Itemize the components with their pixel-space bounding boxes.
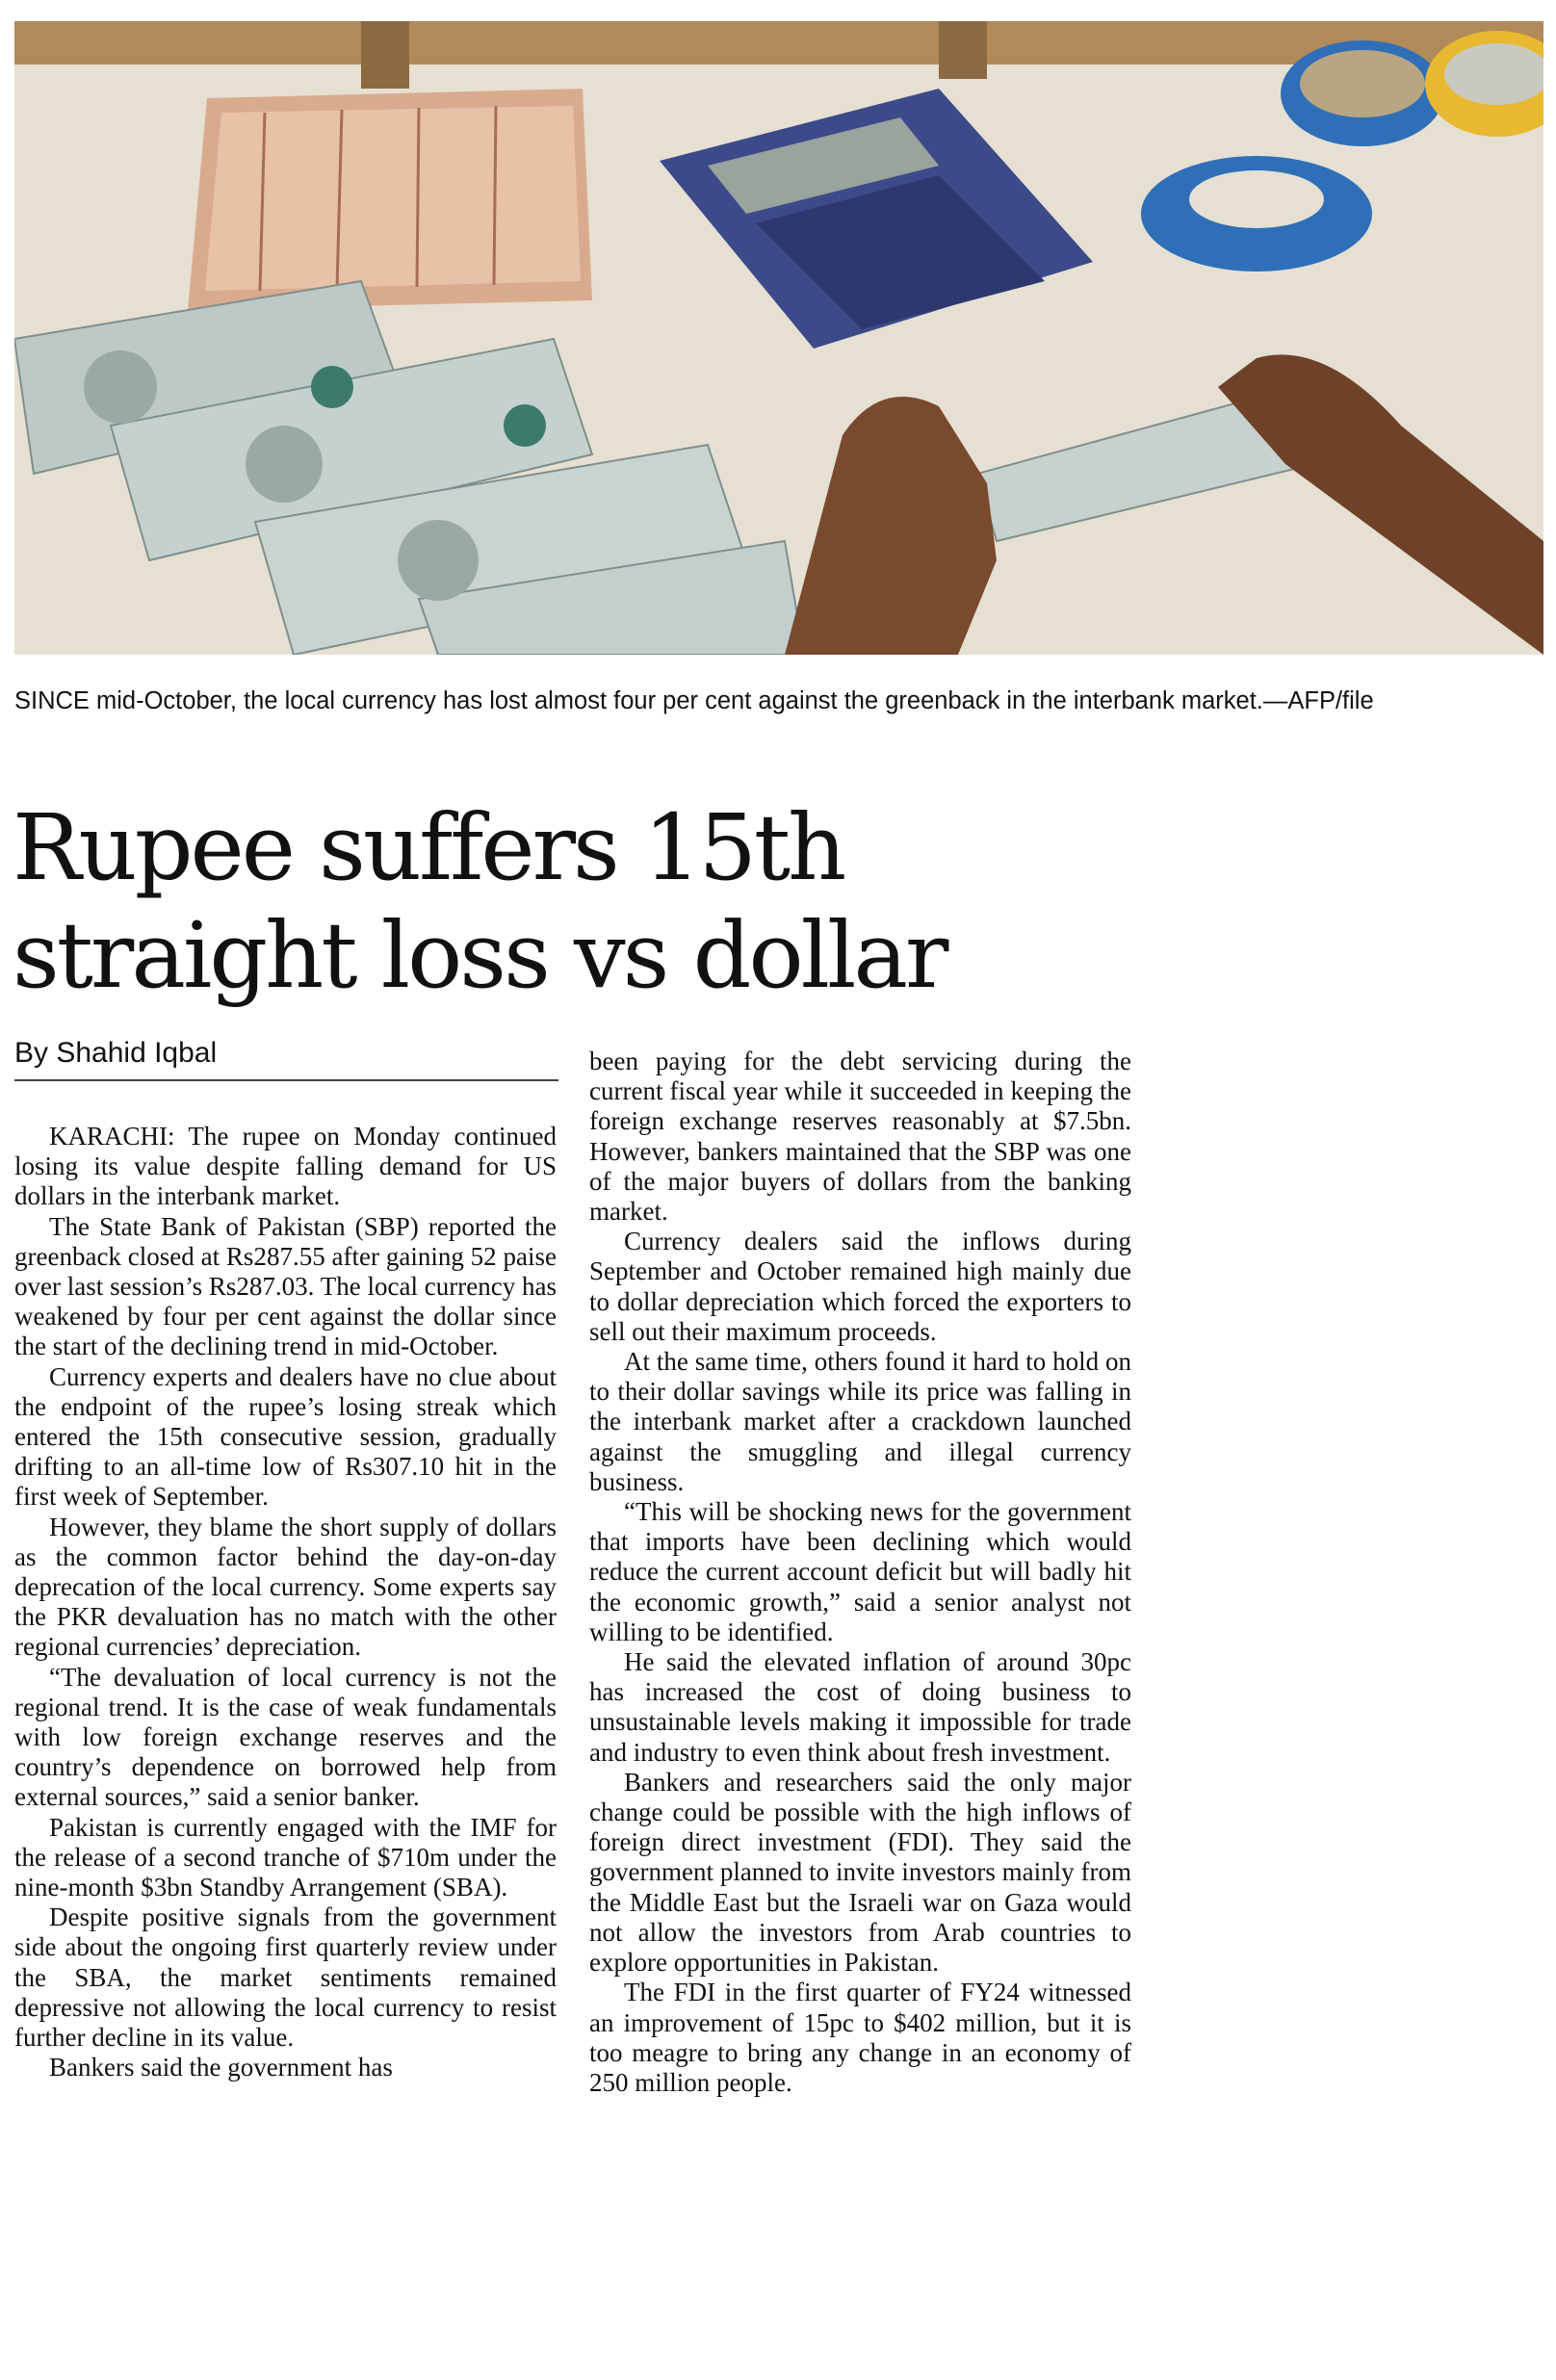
paragraph: Pakistan is currently engaged with the IMF for the release of a second tranche of $710m under the nine-month $3bn Standby Arrangement (SBA). (14, 1812, 557, 1902)
paragraph: However, they blame the short supply of dollars as the common factor behind the day-on-day deprecation of the local currency. Some experts say the PKR devaluation has no match with the other regional currencies’ depreciation. (14, 1512, 557, 1662)
paragraph: “The devaluation of local currency is not the regional trend. It is the case of weak fundamentals with low foreign exchange reserves and the country’s dependence on borrowed help from external sources,” said a senior banker. (14, 1662, 557, 1812)
paragraph: At the same time, others found it hard to hold on to their dollar savings while its price was falling in the interbank market after a crackdown launched against the smuggling and illegal currency business. (589, 1347, 1131, 1496)
headline-line-2: straight loss vs dollar (13, 903, 947, 1009)
paragraph: The State Bank of Pakistan (SBP) reported the greenback closed at Rs287.55 after gaining 52 paise over last session’s Rs287.03. The local currency has weakened by four per cent against the dollar since the start of the declining trend in mid-October. (14, 1211, 557, 1361)
paragraph: Bankers and researchers said the only major change could be possible with the high inflows of foreign direct investment (FDI). They said the government planned to invite investors mainly from the Middle East but the Israeli war on Gaza would not allow the investors from Arab countries to explore opportunities in Pakistan. (589, 1767, 1131, 1978)
paragraph: He said the elevated inflation of around 30pc has increased the cost of doing business to unsustainable levels making it impossible for trade and industry to even think about fresh investment. (589, 1647, 1131, 1767)
news-photo (14, 21, 1543, 655)
article-column-1 (14, 1122, 557, 2083)
paragraph: The FDI in the first quarter of FY24 witnessed an improvement of 15pc to $402 million, but it is too meagre to bring any change in an economy of 250 million people. (589, 1978, 1131, 2097)
paragraph: “This will be shocking news for the government that imports have been declining which would reduce the current account deficit but will badly hit the economic growth,” said a senior analyst not willing to be identified. (589, 1497, 1131, 1646)
paragraph: Currency dealers said the inflows during September and October remained high mainly due to dollar depreciation which forced the exporters to sell out their maximum proceeds. (589, 1227, 1131, 1346)
byline: By Shahid Iqbal (14, 1037, 558, 1081)
article-column-2 (589, 1047, 1131, 2098)
paragraph: Despite positive signals from the government side about the ongoing first quarterly review under the SBA, the market sentiments remained depressive not allowing the local currency to resist further decline in its value. (14, 1902, 557, 2053)
paragraph: KARACHI: The rupee on Monday continued losing its value despite falling demand for US dollars in the interbank market. (14, 1122, 557, 1211)
paragraph: Bankers said the government has (49, 2053, 393, 2082)
rupee-notes-icon (188, 89, 592, 310)
paragraph: been paying for the debt servicing during the current fiscal year while it succeeded in keeping the foreign exchange reserves reasonably at $7.5bn. However, bankers maintained that the SBP was one of the major buyers of dollars from the banking market. (589, 1047, 1131, 1227)
currency-photo-icon (14, 21, 1543, 655)
paragraph: Currency experts and dealers have no clue about the endpoint of the rupee’s losing streak which entered the 15th consecutive session, gradually drifting to an all-time low of Rs307.10 hit in the first week of September. (14, 1361, 557, 1512)
headline-line-1: Rupee suffers 15th (13, 795, 844, 901)
headline (13, 794, 1168, 1010)
photo-caption: SINCE mid-October, the local currency has lost almost four per cent against the greenback in the interbank market.—AFP/file (14, 687, 1374, 714)
